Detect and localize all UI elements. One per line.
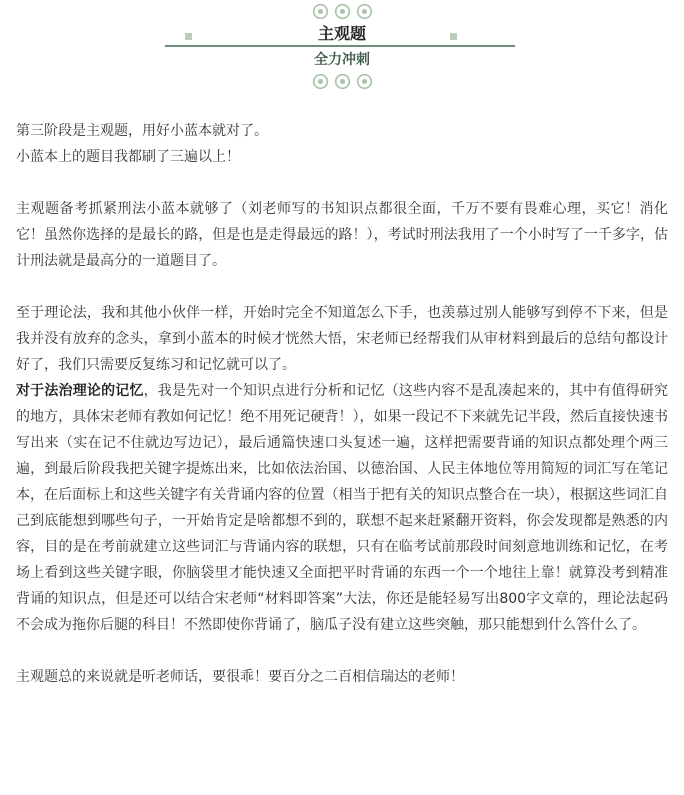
title-divider [165, 45, 515, 47]
leaf-knot-icon [356, 73, 373, 90]
leaf-knot-icon [312, 3, 329, 20]
memory-method-heading: 对于法治理论的记忆 [16, 383, 144, 399]
section-subtitle: 全力冲刺 [314, 52, 370, 68]
section-header [0, 0, 684, 96]
paragraph-gap [16, 638, 668, 664]
paragraph-memory-method [16, 378, 668, 638]
top-ornament-row [0, 3, 684, 20]
paragraph-summary: 主观题总的来说就是听老师话，要很乖！要百分之二百相信瑞达的老师！ [16, 669, 464, 685]
paragraph-theory-law: 至于理论法，我和其他小伙伴一样，开始时完全不知道怎么下手，也羡慕过别人能够写到停不下来，但是我并没有放弃的念头，拿到小蓝本的时候才恍然大悟，宋老师已经帮我们从审材料到最后的总结句都设计好了，我们只需要反复练习和记忆就可以了。 [16, 305, 668, 373]
section-title: 主观题 [317, 24, 366, 43]
paragraph-criminal-law: 主观题备考抓紧刑法小蓝本就够了（刘老师写的书知识点都很全面，千万不要有畏难心理，买它！消化它！虽然你选择的是最长的路，但是也是走得最远的路！），考试时刑法我用了一个小时写了一千多字，估计刑法就是最高分的一道题目了。 [16, 201, 668, 269]
leaf-knot-icon [312, 73, 329, 90]
leaf-knot-icon [334, 73, 351, 90]
paragraph-gap [16, 170, 668, 196]
paragraph-gap [16, 274, 668, 300]
memory-method-text: ，我是先对一个知识点进行分析和记忆（这些内容不是乱凑起来的，其中有值得研究的地方，具体宋老师有教如何记忆！绝不用死记硬背！），如果一段记不下来就先记半段，然后直接快速书写出来（实在记不住就边写边记），最后通篇快速口头复述一遍，这样把需要背诵的知识点都处理个两三遍，到最后阶段我把关键字提炼出来，比如依法治国、以德治国、人民主体地位等用简短的词汇写在笔记本，在后面标上和这些关键字有关背诵内容的位置（相当于把有关的知识点整合在一块），根据这些词汇自己到底能想到哪些句子，一开始肯定是啥都想不到的，联想不起来赶紧翻开资料，你会发现都是熟悉的内容，目的是在考前就建立这些词汇与背诵内容的联想，只有在临考试前那段时间刻意地训练和记忆，在考场上看到这些关键字眼，你脑袋里才能快速又全面把平时背诵的东西一个一个地往上靠！就算没考到精准背诵的知识点，但是还可以结合宋老师“材料即答案”大法，你还是能轻易写出800字文章的，理论法起码不会成为拖你后腿的科目！不然即使你背诵了，脑瓜子没有建立这些突触，那只能想到什么答什么了。 [16, 383, 669, 633]
leaf-knot-icon [356, 3, 373, 20]
bottom-ornament-row [0, 73, 684, 90]
leaf-knot-icon [334, 3, 351, 20]
paragraph-intro: 第三阶段是主观题，用好小蓝本就对了。 [16, 123, 268, 139]
paragraph-intro-2: 小蓝本上的题目我都刷了三遍以上！ [16, 149, 240, 165]
article-body [16, 118, 668, 690]
